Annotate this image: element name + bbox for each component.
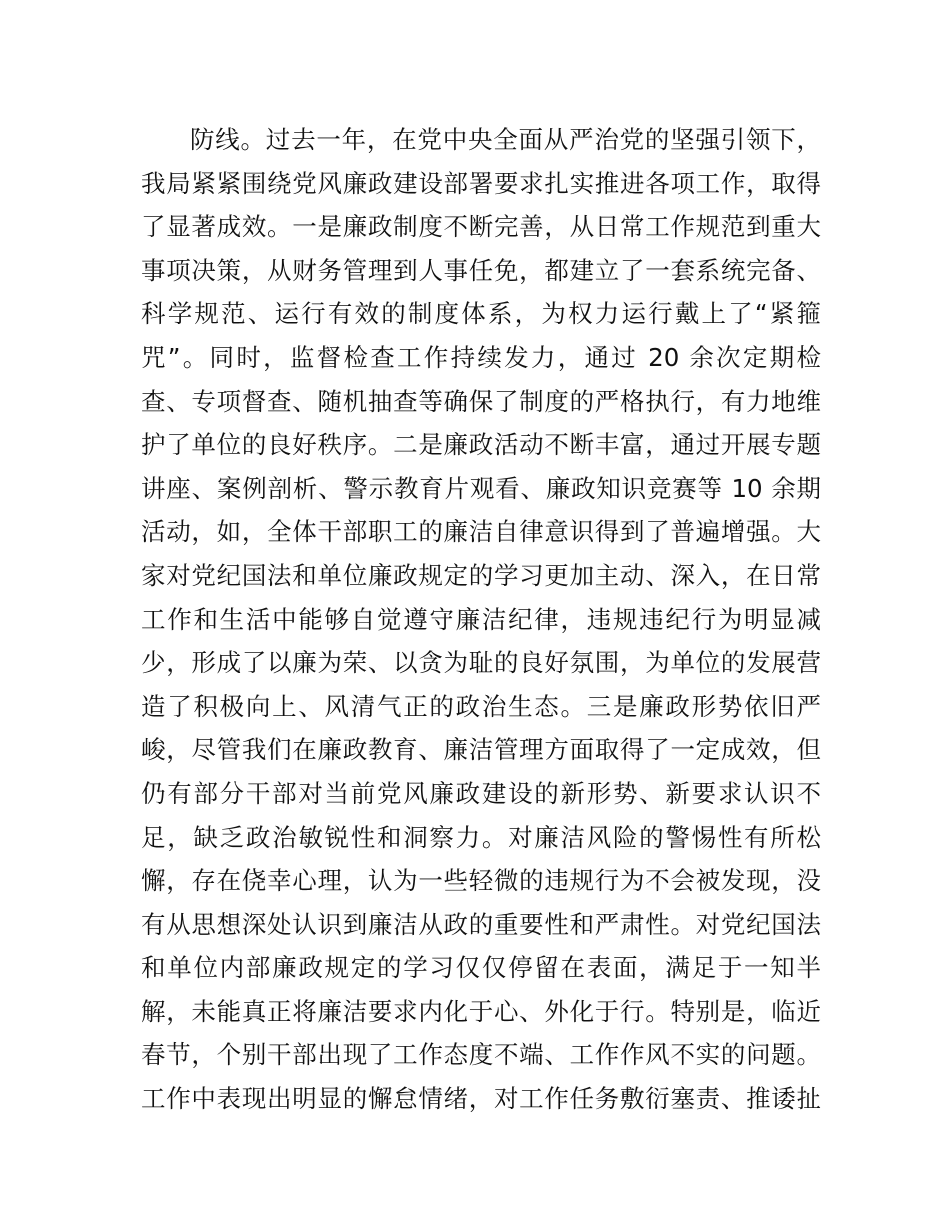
text-line: 解，未能真正将廉洁要求内化于心、外化于行。特别是，临近 xyxy=(141,996,821,1026)
text-line: 查、专项督查、随机抽查等确保了制度的严格执行，有力地维 xyxy=(141,386,821,416)
text-line: 懈，存在侥幸心理，认为一些轻微的违规行为不会被发现，没 xyxy=(141,866,821,896)
text-line: 峻，尽管我们在廉政教育、廉洁管理方面取得了一定成效，但 xyxy=(141,735,821,765)
text-line: 春节，个别干部出现了工作态度不端、工作作风不实的问题。 xyxy=(141,1040,821,1070)
text-line: 工作和生活中能够自觉遵守廉洁纪律，违规违纪行为明显减 xyxy=(141,604,821,634)
text-line: 家对党纪国法和单位廉政规定的学习更加主动、深入，在日常 xyxy=(141,560,821,590)
text-line: 仍有部分干部对当前党风廉政建设的新形势、新要求认识不 xyxy=(141,778,821,808)
text-line: 咒”。同时，监督检查工作持续发力，通过 20 余次定期检 xyxy=(141,342,821,372)
text-line: 科学规范、运行有效的制度体系，为权力运行戴上了“紧箍 xyxy=(141,299,821,329)
text-line: 有从思想深处认识到廉洁从政的重要性和严肃性。对党纪国法 xyxy=(141,909,821,939)
text-line: 活动，如，全体干部职工的廉洁自律意识得到了普遍增强。大 xyxy=(141,517,821,547)
text-line: 我局紧紧围绕党风廉政建设部署要求扎实推进各项工作，取得 xyxy=(141,168,821,198)
text-line: 和单位内部廉政规定的学习仅仅停留在表面，满足于一知半 xyxy=(141,953,821,983)
text-line: 造了积极向上、风清气正的政治生态。三是廉政形势依旧严 xyxy=(141,691,821,721)
text-line: 护了单位的良好秩序。二是廉政活动不断丰富，通过开展专题 xyxy=(141,430,821,460)
text-line: 讲座、案例剖析、警示教育片观看、廉政知识竞赛等 10 余期 xyxy=(141,473,821,503)
text-line: 足，缺乏政治敏锐性和洞察力。对廉洁风险的警惕性有所松 xyxy=(141,822,821,852)
text-line: 工作中表现出明显的懈怠情绪，对工作任务敷衍塞责、推诿扯 xyxy=(141,1084,821,1114)
body-paragraph xyxy=(141,118,821,1121)
text-line: 防线。过去一年，在党中央全面从严治党的坚强引领下， xyxy=(190,125,821,154)
text-line: 了显著成效。一是廉政制度不断完善，从日常工作规范到重大 xyxy=(141,212,821,242)
text-line: 少，形成了以廉为荣、以贪为耻的良好氛围，为单位的发展营 xyxy=(141,648,821,678)
text-line: 事项决策，从财务管理到人事任免，都建立了一套系统完备、 xyxy=(141,255,821,285)
